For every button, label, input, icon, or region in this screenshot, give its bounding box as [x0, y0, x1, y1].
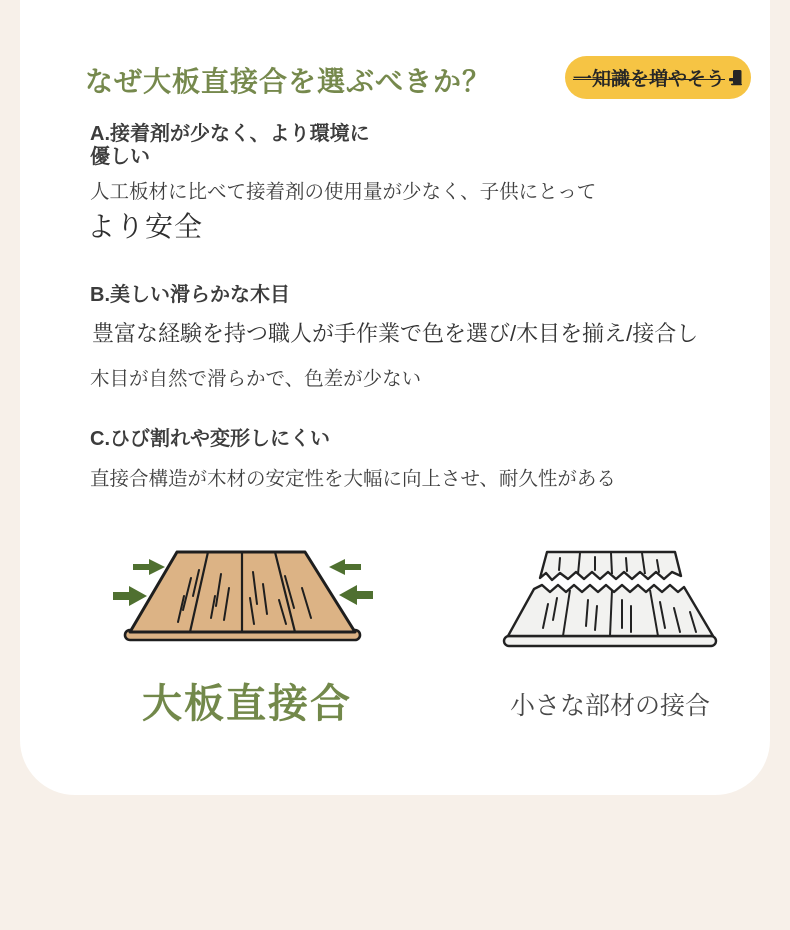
compress-arrows-right-icon	[329, 559, 373, 605]
section-a-body: 人工板材に比べて接着剤の使用量が少なく、子供にとって	[90, 181, 597, 203]
solid-wood-panel-illustration	[105, 548, 375, 648]
right-panel-caption: 小さな部材の接合	[509, 692, 710, 720]
content-card	[20, 0, 770, 795]
section-b-body-large: 豊富な経験を持つ職人が手作業で色を選び/木目を揃え/接合し	[92, 321, 699, 346]
badge-label: 一知識を増やそう	[572, 69, 725, 90]
knowledge-badge	[565, 56, 751, 99]
left-panel-caption: 大板直接合	[142, 682, 352, 726]
section-a-heading-line1: A.接着剤が少なく、より環境に	[90, 123, 370, 145]
section-c-body: 直接合構造が木材の安定性を大幅に向上させ、耐久性がある	[90, 468, 616, 490]
jointed-panel-illustration	[500, 548, 720, 650]
section-a-heading	[90, 123, 370, 169]
section-a-emphasis: より安全	[87, 211, 204, 242]
section-a-heading-line2: 優しい	[90, 146, 150, 168]
section-b-body: 木目が自然で滑らかで、色差が少ない	[90, 368, 422, 390]
book-icon	[728, 69, 743, 86]
page-title: なぜ大板直接合を選ぶべきか？	[85, 66, 492, 97]
section-b-heading: B.美しい滑らかな木目	[90, 284, 290, 306]
section-c-heading: C.ひび割れや変形しにくい	[90, 428, 330, 450]
